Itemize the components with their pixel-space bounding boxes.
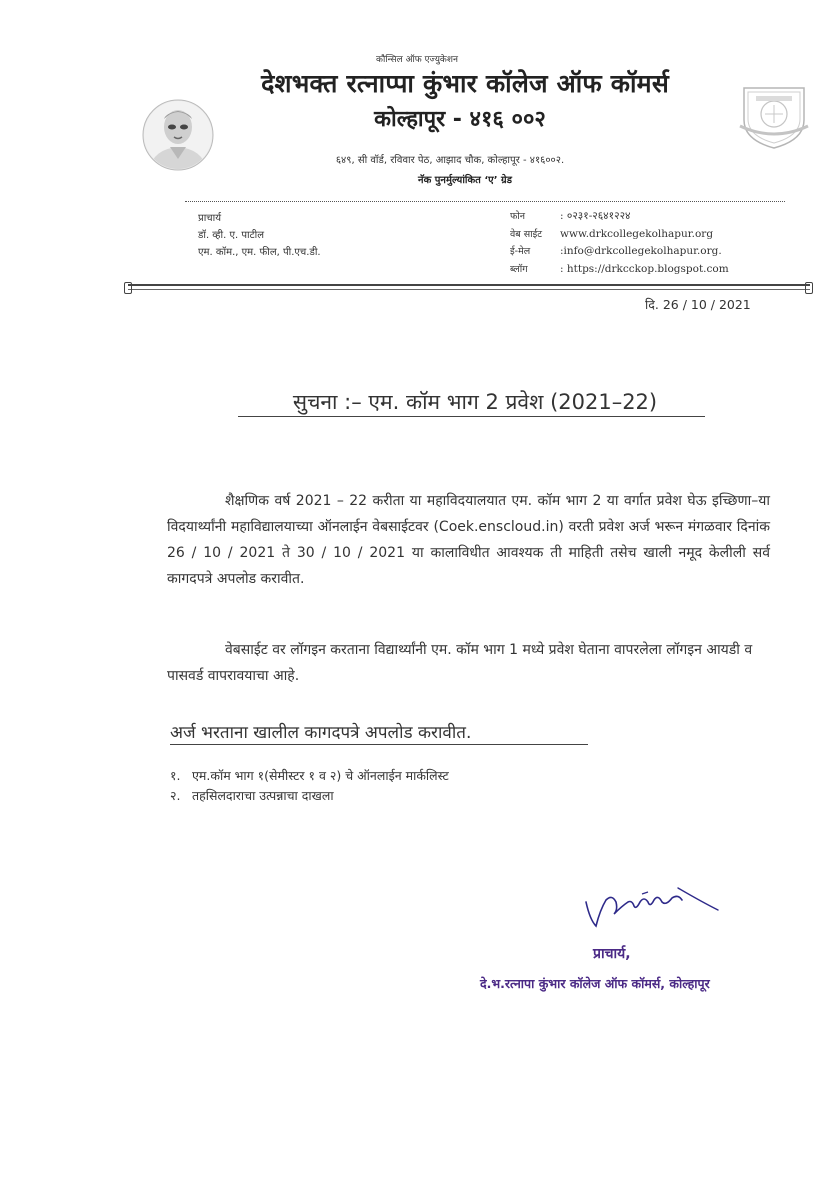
blog-link[interactable]: : https://drkcckop.blogspot.com xyxy=(560,262,729,275)
founder-portrait xyxy=(140,97,216,173)
notice-title-underline xyxy=(238,416,705,417)
list-item-number: १. xyxy=(170,768,181,783)
college-city-pin: कोल्हापूर - ४१६ ००२ xyxy=(374,107,546,132)
notice-paragraph-2: वेबसाईट वर लॉगइन करताना विद्यार्थ्यांनी एम. कॉम भाग 1 मध्ये प्रवेश घेताना वापरलेला लॉगइन आयडी व पासवर्ड वापरावयाचा आहे. xyxy=(167,642,753,684)
principal-signature xyxy=(582,880,722,940)
documents-heading: अर्ज भरताना खालील कागदपत्रे अपलोड करावीत. xyxy=(170,723,472,743)
phone-value: : ०२३१-२६४१२२४ xyxy=(560,210,631,222)
college-address: ६४९, सी वॉर्ड, रविवार पेठ, आझाद चौक, कोल्हापूर - ४१६००२. xyxy=(335,155,565,166)
principal-info xyxy=(198,210,321,261)
email-row xyxy=(510,243,729,261)
website-row xyxy=(510,226,729,244)
notice-title: सुचना :– एम. कॉम भाग 2 प्रवेश (2021–22) xyxy=(292,390,658,414)
list-item-text: एम.कॉम भाग १(सेमीस्टर १ व २) चे ऑनलाईन मार्कलिस्ट xyxy=(192,768,449,783)
documents-list xyxy=(170,766,449,806)
college-emblem xyxy=(736,82,812,150)
principal-degrees: एम. कॉम., एम. फील, पी.एच.डी. xyxy=(198,247,321,258)
signature-college-name: दे.भ.रत्नापा कुंभार कॉलेज ऑफ कॉमर्स, कोल्हापूर xyxy=(480,976,710,991)
list-item xyxy=(170,786,449,806)
documents-heading-underline xyxy=(170,744,588,745)
rule-ornament-left xyxy=(124,282,132,294)
college-name: देशभक्त रत्नाप्पा कुंभार कॉलेज ऑफ कॉमर्स xyxy=(261,69,669,98)
contact-info xyxy=(510,208,729,278)
list-item-number: २. xyxy=(170,788,181,803)
email-label: ई-मेल xyxy=(510,246,531,257)
principal-designation: प्राचार्य, xyxy=(593,946,631,962)
email-link[interactable]: :info@drkcollegekolhapur.org. xyxy=(560,245,722,257)
website-link[interactable]: www.drkcollegekolhapur.org xyxy=(560,227,714,240)
blog-row xyxy=(510,261,729,279)
blog-label: ब्लॉग xyxy=(510,263,528,275)
council-name: कौन्सिल ऑफ एज्युकेशन xyxy=(376,55,458,65)
phone-row xyxy=(510,208,729,226)
naac-grade: नॅक पुनर्मुल्यांकित ‘ए’ ग्रेड xyxy=(418,175,512,186)
notice-date: दि. 26 / 10 / 2021 xyxy=(645,297,751,312)
header-rule-top xyxy=(128,284,810,286)
principal-name: डॉ. व्ही. ए. पाटील xyxy=(198,230,265,241)
list-item-text: तहसिलदाराचा उत्पन्नाचा दाखला xyxy=(192,788,334,803)
header-dotted-divider xyxy=(185,201,785,202)
website-label: वेब साईट xyxy=(510,228,543,240)
header-rule-bottom xyxy=(128,289,810,290)
notice-paragraph-1: शैक्षणिक वर्ष 2021 – 22 करीता या महाविदयालयात एम. कॉम भाग 2 या वर्गात प्रवेश घेऊ इच्छिणा–या विदयार्थ्यांनी महाविद्यालयाच्या ऑनलाईन वेबसाईटवर (Coek.enscloud.in) वरती प्रवेश अर्ज भरून मंगळवार दिनांक 26 / 10 / 2021 ते 30 / 10 / 2021 या कालाविधीत आवश्यक ती माहिती तसेच खाली नमूद केलीली सर्व कागदपत्रे अपलोड करावीत. xyxy=(167,493,770,587)
phone-label: फोन xyxy=(510,211,526,222)
principal-title: प्राचार्य xyxy=(198,213,222,224)
rule-ornament-right xyxy=(805,282,813,294)
list-item xyxy=(170,766,449,786)
